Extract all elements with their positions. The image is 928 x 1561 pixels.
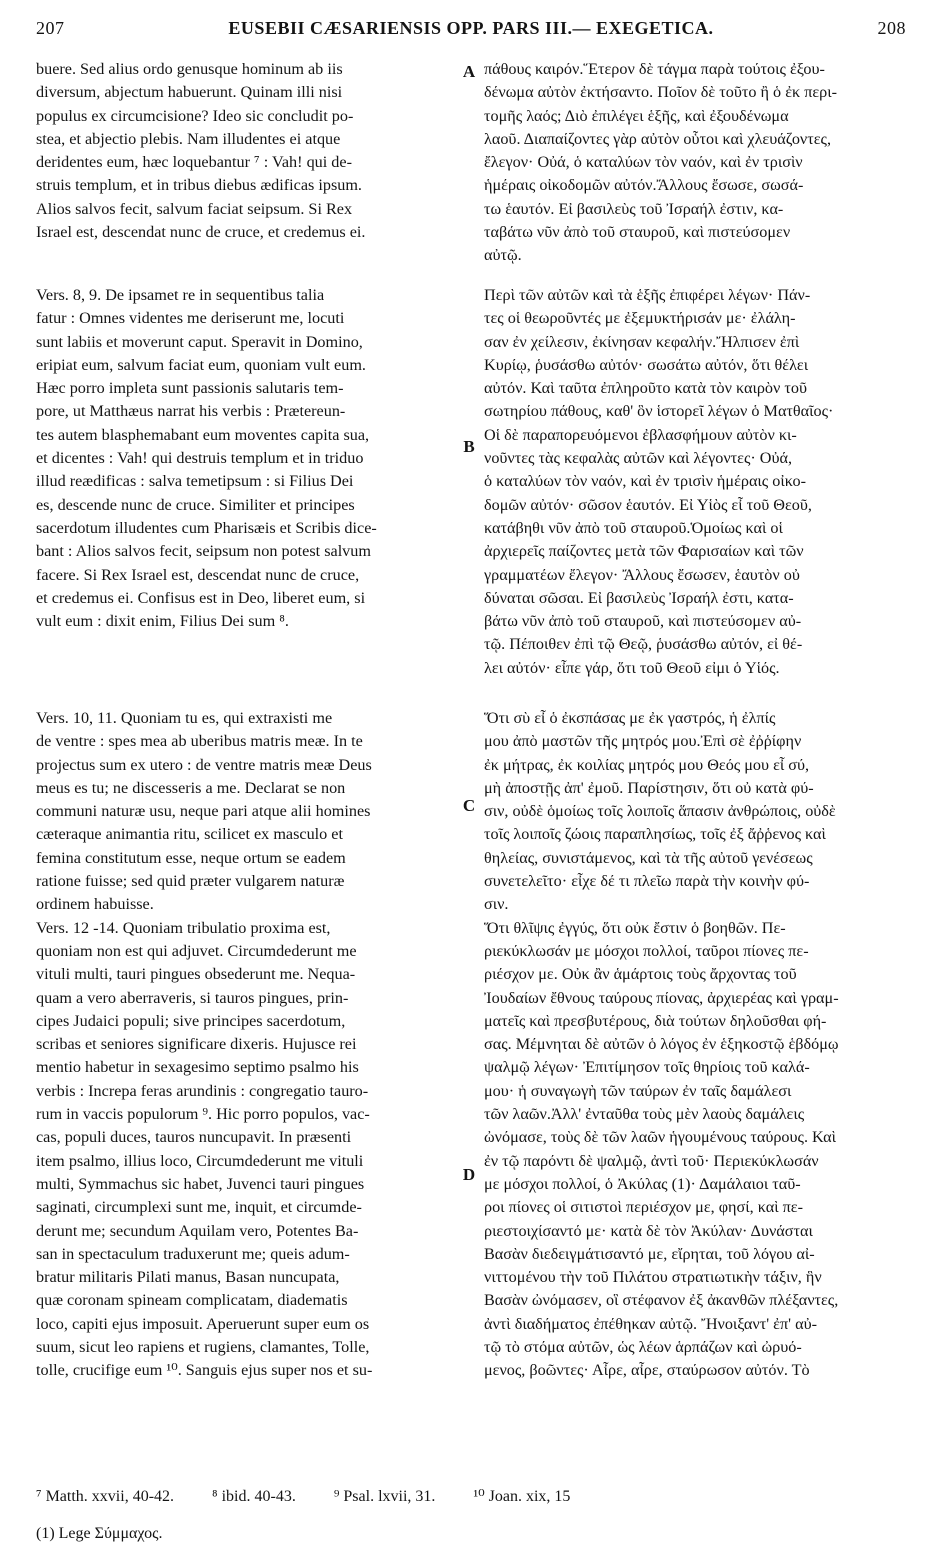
greek-text-line: ριεστοιχίσαντό με· κατὰ δὲ τὸν Ἀκύλαν· Δυνάσται — [484, 1221, 813, 1240]
latin-text-line: tes autem blasphemabant eum moventes capita sua, — [36, 425, 370, 444]
section-marker-a: A — [462, 62, 476, 81]
latin-text-line: Vers. 12 -14. Quoniam tribulatio proxima est, — [36, 918, 331, 937]
page-number-right: 208 — [877, 18, 906, 38]
latin-text-line: communi naturæ usu, neque pari atque alii homines — [36, 802, 371, 821]
latin-text-line: vult eum : dixit enim, Filius Dei sum ⁸. — [36, 612, 289, 631]
latin-text-line: Israel est, descendat nunc de cruce, et credemus ei. — [36, 223, 366, 242]
latin-paragraph-2 — [36, 284, 454, 633]
editorial-note: (1) Lege Σύμμαχος. — [36, 1525, 163, 1542]
greek-text-line: βάτω νῦν ἀπὸ τοῦ σταυροῦ, καὶ πιστεύσομεν αὐ- — [484, 612, 802, 631]
page-title: EUSEBII CÆSARIENSIS OPP. PARS III.— EXEGETICA. — [228, 18, 714, 38]
greek-text-line: ἡμέραις οἰκοδομῶν αὐτόν.Ἄλλους ἔσωσε, σωσά- — [484, 176, 804, 195]
greek-text-line: με μόσχοι πολλοί, ὁ Ἀκύλας (1)· Δαμάλαιοι ταῦ- — [484, 1174, 801, 1193]
latin-text-line: saginati, circumplexi sunt me, inquit, et circumde- — [36, 1198, 362, 1217]
latin-text-line: projectus sum ex utero : de ventre matris meæ Deus — [36, 755, 372, 774]
running-header — [36, 18, 906, 44]
greek-text-line: νοῦντες τὰς κεφαλὰς αὐτῶν καὶ λέγοντες· Οὐά, — [484, 449, 793, 468]
latin-text-line: cas, populi duces, tauros nuncupavit. In præsenti — [36, 1128, 352, 1147]
latin-text-line: illud reædificas : salva temetipsum : si Filius Dei — [36, 472, 354, 491]
latin-text-line: meus es tu; ne discesseris a me. Declarat se non — [36, 778, 346, 797]
latin-text-line: ordinem habuisse. — [36, 895, 154, 914]
greek-text-line: τῶν λαῶν.Ἀλλ' ἐνταῦθα τοὺς μὲν λαοὺς δαμάλεις — [484, 1105, 805, 1124]
latin-text-line: pore, ut Matthæus narrat his verbis : Prætereun- — [36, 402, 346, 421]
greek-text-line: αὐτῷ. — [484, 246, 522, 265]
greek-text-line: σας. Μέμνηται δὲ αὐτῶν ὁ λόγος ἐν ἑξηκοστῷ ἑβδόμῳ — [484, 1035, 839, 1054]
latin-text-line: loco, capiti ejus imposuit. Aperuerunt super eum os — [36, 1314, 370, 1333]
greek-text-line: κατάβηθι νῦν ἀπὸ τοῦ σταυροῦ.Ὁμοίως καὶ οἱ — [484, 518, 783, 537]
latin-paragraph-3 — [36, 707, 454, 1383]
greek-text-line: τῷ τὸ στόμα αὐτῶν, ὡς λέων ἁρπάζων καὶ ὠρυό- — [484, 1338, 802, 1357]
greek-text-line: ὠνόμασε, τοὺς δὲ τῶν λαῶν ἡγουμένους ταύρους. Καὶ — [484, 1128, 836, 1147]
latin-text-line: deridentes eum, hæc loquebantur ⁷ : Vah! qui de- — [36, 153, 352, 172]
greek-text-line: Ὅτι θλῖψις ἐγγύς, ὅτι οὐκ ἔστιν ὁ βοηθῶν. Πε- — [484, 918, 786, 937]
footnotes — [36, 1486, 896, 1506]
greek-text-line: Ἰουδαίων ἔθνους ταύρους πίονας, ἀρχιερέας καὶ γραμ- — [484, 988, 839, 1007]
greek-text-line: αὐτόν. Καὶ ταῦτα ἐπληροῦτο κατὰ τὸν καιρὸν τοῦ — [484, 379, 807, 398]
latin-text-line: quam a vero aberraveris, si tauros pingues, prin- — [36, 988, 349, 1007]
latin-text-line: quoniam non est qui adjuvet. Circumdederunt me — [36, 941, 357, 960]
greek-text-line: θηλείας, συνιστάμενος, καὶ τὰ τῆς αὐτοῦ γενέσεως — [484, 848, 813, 867]
greek-text-line: ἐν τῷ παρόντι δὲ ψαλμῷ, ἀντὶ τοῦ· Περιεκύκλωσάν — [484, 1151, 819, 1170]
greek-text-line: τες οἱ θεωροῦντές με ἐξεμυκτήρισάν με· ἐλάλη- — [484, 309, 796, 328]
latin-text-line: femina constitutum esse, neque ortum se eadem — [36, 848, 346, 867]
latin-text-line: populus ex circumcisione? Ideo sic concludit po- — [36, 106, 354, 125]
latin-text-line: bant : Alios salvos fecit, seipsum non potest salvum — [36, 542, 371, 561]
latin-text-line: facere. Si Rex Israel est, descendat nunc de cruce, — [36, 565, 360, 584]
greek-text-line: πάθους καιρόν.Ἕτερον δὲ τάγμα παρὰ τούτοις ἐξου- — [484, 60, 825, 78]
latin-text-line: vituli multi, tauri pingues obsederunt me. Nequa- — [36, 965, 356, 984]
latin-text-line: cæteraque animantia ritu, scilicet ex masculo et — [36, 825, 343, 844]
latin-text-line: fatur : Omnes videntes me deriserunt me, locuti — [36, 309, 345, 328]
greek-text-line: μου· ἡ συναγωγὴ τῶν ταύρων ἐν ταῖς δαμάλεσι — [484, 1081, 792, 1100]
greek-paragraph-2 — [484, 284, 908, 680]
greek-text-line: σιν, οὐδὲ ὁμοίως τοῖς λοιποῖς ἅπασιν ἀνθρώποις, οὐδὲ — [484, 802, 836, 821]
latin-text-line: Vers. 10, 11. Quoniam tu es, qui extraxisti me — [36, 709, 333, 727]
greek-text-line: νιττομένου τὴν τοῦ Πιλάτου στρατιωτικὴν τάξιν, ἣν — [484, 1268, 822, 1287]
greek-text-line: τοῖς λοιποῖς ζώοις παραπλησίως, τοῖς ἐξ ἄῤῥενος καὶ — [484, 825, 826, 844]
greek-text-line: ἐκ μήτρας, ἐκ κοιλίας μητρός μου Θεός μου εἶ σύ, — [484, 755, 810, 774]
latin-text-line: derunt me; secundum Aquilam vero, Potentes Ba- — [36, 1221, 359, 1240]
latin-text-line: et credemus ei. Confisus est in Deo, liberet eum, si — [36, 588, 366, 607]
section-marker-c: C — [462, 796, 476, 815]
greek-text-line: μενος, βοῶντες· Αἶρε, αἶρε, σταύρωσον αὐτόν. Τὸ — [484, 1361, 810, 1380]
greek-text-line: ριέσχον με. Οὐκ ἂν ἁμάρτοις τοὺς ἄρχοντας τοῦ — [484, 965, 797, 984]
page-number-left: 207 — [36, 18, 65, 38]
greek-text-line: δύναται σῶσαι. Εἰ βασιλεὺς Ἰσραήλ ἐστι, κατα- — [484, 588, 794, 607]
latin-text-line: Alios salvos fecit, salvum faciat seipsum. Si Rex — [36, 199, 353, 218]
latin-text-line: et dicentes : Vah! qui destruis templum et in triduo — [36, 449, 364, 468]
greek-text-line: ἔλεγον· Οὐά, ὁ καταλύων τὸν ναόν, καὶ ἐν τρισὶν — [484, 153, 803, 172]
greek-text-line: Βασὰν διεδειγμάτισαντό με, εἴρηται, τοῦ λόγου αἰ- — [484, 1244, 815, 1263]
latin-text-line: stea, et abjectio plebis. Nam illudentes ei atque — [36, 129, 341, 148]
greek-text-line: Ὅτι σὺ εἶ ὁ ἐκσπάσας με ἐκ γαστρός, ἡ ἐλπίς — [484, 709, 776, 727]
greek-text-line: μὴ ἀποστῇς ἀπ' ἐμοῦ. Παρίστησιν, ὅτι οὐ κατὰ φύ- — [484, 778, 814, 797]
latin-text-line: sunt labiis et moverunt caput. Speravit in Domino, — [36, 332, 363, 351]
greek-text-line: δένωμα αὐτὸν ἐκτήσαντο. Ποῖον δὲ τοῦτο ἢ ὁ ἐκ περι- — [484, 83, 837, 102]
greek-text-line: Περὶ τῶν αὐτῶν καὶ τὰ ἑξῆς ἐπιφέρει λέγων· Πάν- — [484, 286, 811, 304]
greek-text-line: ἀρχιερεῖς παίζοντες μετὰ τῶν Φαρισαίων καὶ τῶν — [484, 542, 804, 561]
latin-text-line: struis templum, et in tribus diebus ædificas ipsum. — [36, 176, 362, 195]
greek-text-line: Βασὰν ὠνόμασεν, οἳ στέφανον ἐξ ἀκανθῶν πλέξαντες, — [484, 1291, 839, 1310]
greek-text-line: σωτηρίου πάθους, καθ' ὃν ἱστορεῖ λέγων ὁ Ματθαῖος· — [484, 402, 834, 421]
greek-text-line: ἀντὶ διαδήματος ἐπέθηκαν αὐτῷ. Ἤνοιξαντ' ἐπ' αὐ- — [484, 1314, 817, 1333]
greek-text-line: τῷ. Πέποιθεν ἐπὶ τῷ Θεῷ, ῥυσάσθω αὐτόν, εἰ θέ- — [484, 635, 803, 654]
latin-paragraph-1 — [36, 58, 454, 244]
greek-text-line: Οἱ δὲ παραπορευόμενοι ἐβλασφήμουν αὐτὸν κι- — [484, 425, 797, 444]
latin-text-line: suum, sicut leo rapiens et rugiens, clamantes, Tolle, — [36, 1338, 370, 1357]
section-marker-b: B — [463, 437, 475, 456]
footnote: ⁷ Matth. xxvii, 40-42. — [36, 1488, 175, 1505]
latin-text-line: eripiat eum, salvum faciat eum, quoniam vult eum. — [36, 355, 366, 374]
greek-text-line: ματεῖς καὶ πρεσβυτέρους, διὰ τούτων δηλοῦσθαι φή- — [484, 1011, 827, 1030]
latin-text-line: item psalmo, illius loco, Circumdederunt me vituli — [36, 1151, 364, 1170]
latin-text-line: bratur militaris Pilati manus, Basan nuncupata, — [36, 1268, 340, 1287]
greek-text-line: Κυρίῳ, ῥυσάσθω αὐτόν· σωσάτω αὐτόν, ὅτι θέλει — [484, 355, 809, 374]
latin-text-line: verbis : Increpa feras arundinis : congregatio tauro- — [36, 1081, 369, 1100]
latin-text-line: cipes Judaici populi; sive principes sacerdotum, — [36, 1011, 346, 1030]
latin-text-line: san in spectaculum traduxerunt me; queis adum- — [36, 1244, 350, 1263]
greek-text-line: συνετελεῖτο· εἶχε δέ τι πλεῖω παρὰ τὴν κοινὴν φύ- — [484, 872, 810, 891]
greek-text-line: ροι πίονες οἱ σιτιστοὶ περιέσχον με, φησί, καὶ πε- — [484, 1198, 803, 1217]
footnote: ⁸ ibid. 40-43. — [212, 1488, 296, 1505]
footnote: ¹⁰ Joan. xix, 15 — [473, 1488, 571, 1505]
latin-text-line: rum in vaccis populorum ⁹. Hic porro populos, vac- — [36, 1105, 370, 1124]
latin-text-line: multi, Symmachus sic habet, Juvenci tauri pingues — [36, 1174, 365, 1193]
latin-text-line: Vers. 8, 9. De ipsamet re in sequentibus talia — [36, 286, 325, 304]
greek-text-line: ψαλμῷ λέγων· Ἐπιτίμησον τοῖς θηρίοις τοῦ καλά- — [484, 1058, 810, 1077]
latin-text-line: scribas et seniores significare dixeris. Hujusce rei — [36, 1035, 357, 1054]
greek-text-line: τομῆς λαός; Διὸ ἐπιλέγει ἑξῆς, καὶ ἐξουδένωμα — [484, 106, 789, 125]
section-marker-d: D — [462, 1165, 476, 1184]
greek-text-line: λει αὐτόν· εἶπε γάρ, ὅτι τοῦ Θεοῦ εἰμι ὁ Υἱός. — [484, 658, 780, 677]
latin-text-line: ratione fuisse; sed quid præter vulgarem naturæ — [36, 872, 345, 891]
footnote: ⁹ Psal. lxvii, 31. — [333, 1488, 436, 1505]
greek-paragraph-3 — [484, 707, 908, 1383]
greek-text-line: ὁ καταλύων τὸν ναόν, καὶ ἐν τρισὶν ἡμέραις οἰκο- — [484, 472, 806, 491]
latin-text-line: es, descende nunc de cruce. Similiter et principes — [36, 495, 355, 514]
greek-text-line: σιν. — [484, 895, 509, 914]
latin-text-line: Hæc porro impleta sunt passionis salutaris tem- — [36, 379, 344, 398]
greek-text-line: δομῶν αὐτόν· σῶσον ἑαυτόν. Εἰ Υἱὸς εἶ τοῦ Θεοῦ, — [484, 495, 812, 514]
greek-text-line: μου ἀπὸ μαστῶν τῆς μητρός μου.Ἐπὶ σὲ ἐῤῥίφην — [484, 732, 802, 751]
greek-text-line: ριεκύκλωσάν με μόσχοι πολλοί, ταῦροι πίονες πε- — [484, 941, 809, 960]
latin-text-line: quæ coronam spineam complicatam, diadematis — [36, 1291, 348, 1310]
latin-text-line: sacerdotum illudentes cum Pharisæis et Scribis dice- — [36, 518, 377, 537]
latin-text-line: de ventre : spes mea ab uberibus matris meæ. In te — [36, 732, 363, 751]
latin-text-line: tolle, crucifige eum ¹⁰. Sanguis ejus super nos et su- — [36, 1361, 373, 1380]
latin-text-line: diversum, abjectum habuerunt. Quinam illi nisi — [36, 83, 343, 102]
greek-text-line: τω ἑαυτόν. Εἰ βασιλεὺς τοῦ Ἰσραήλ ἐστιν, κα- — [484, 199, 784, 218]
greek-text-line: γραμματέων ἔλεγον· Ἄλλους ἔσωσεν, ἑαυτὸν οὐ — [484, 565, 800, 584]
latin-text-line: mentio habetur in sexagesimo septimo psalmo his — [36, 1058, 359, 1077]
greek-text-line: λαοῦ. Διαπαίζοντες γὰρ αὐτὸν οὗτοι καὶ χλευάζοντες, — [484, 129, 831, 148]
greek-text-line: σαν ἐν χείλεσιν, ἐκίνησαν κεφαλήν.Ἤλπισεν ἐπὶ — [484, 332, 800, 351]
latin-text-line: buere. Sed alius ordo genusque hominum ab iis — [36, 60, 343, 78]
greek-text-line: ταβάτω νῦν ἀπὸ τοῦ σταυροῦ, καὶ πιστεύσομεν — [484, 223, 791, 242]
greek-paragraph-1 — [484, 58, 908, 268]
